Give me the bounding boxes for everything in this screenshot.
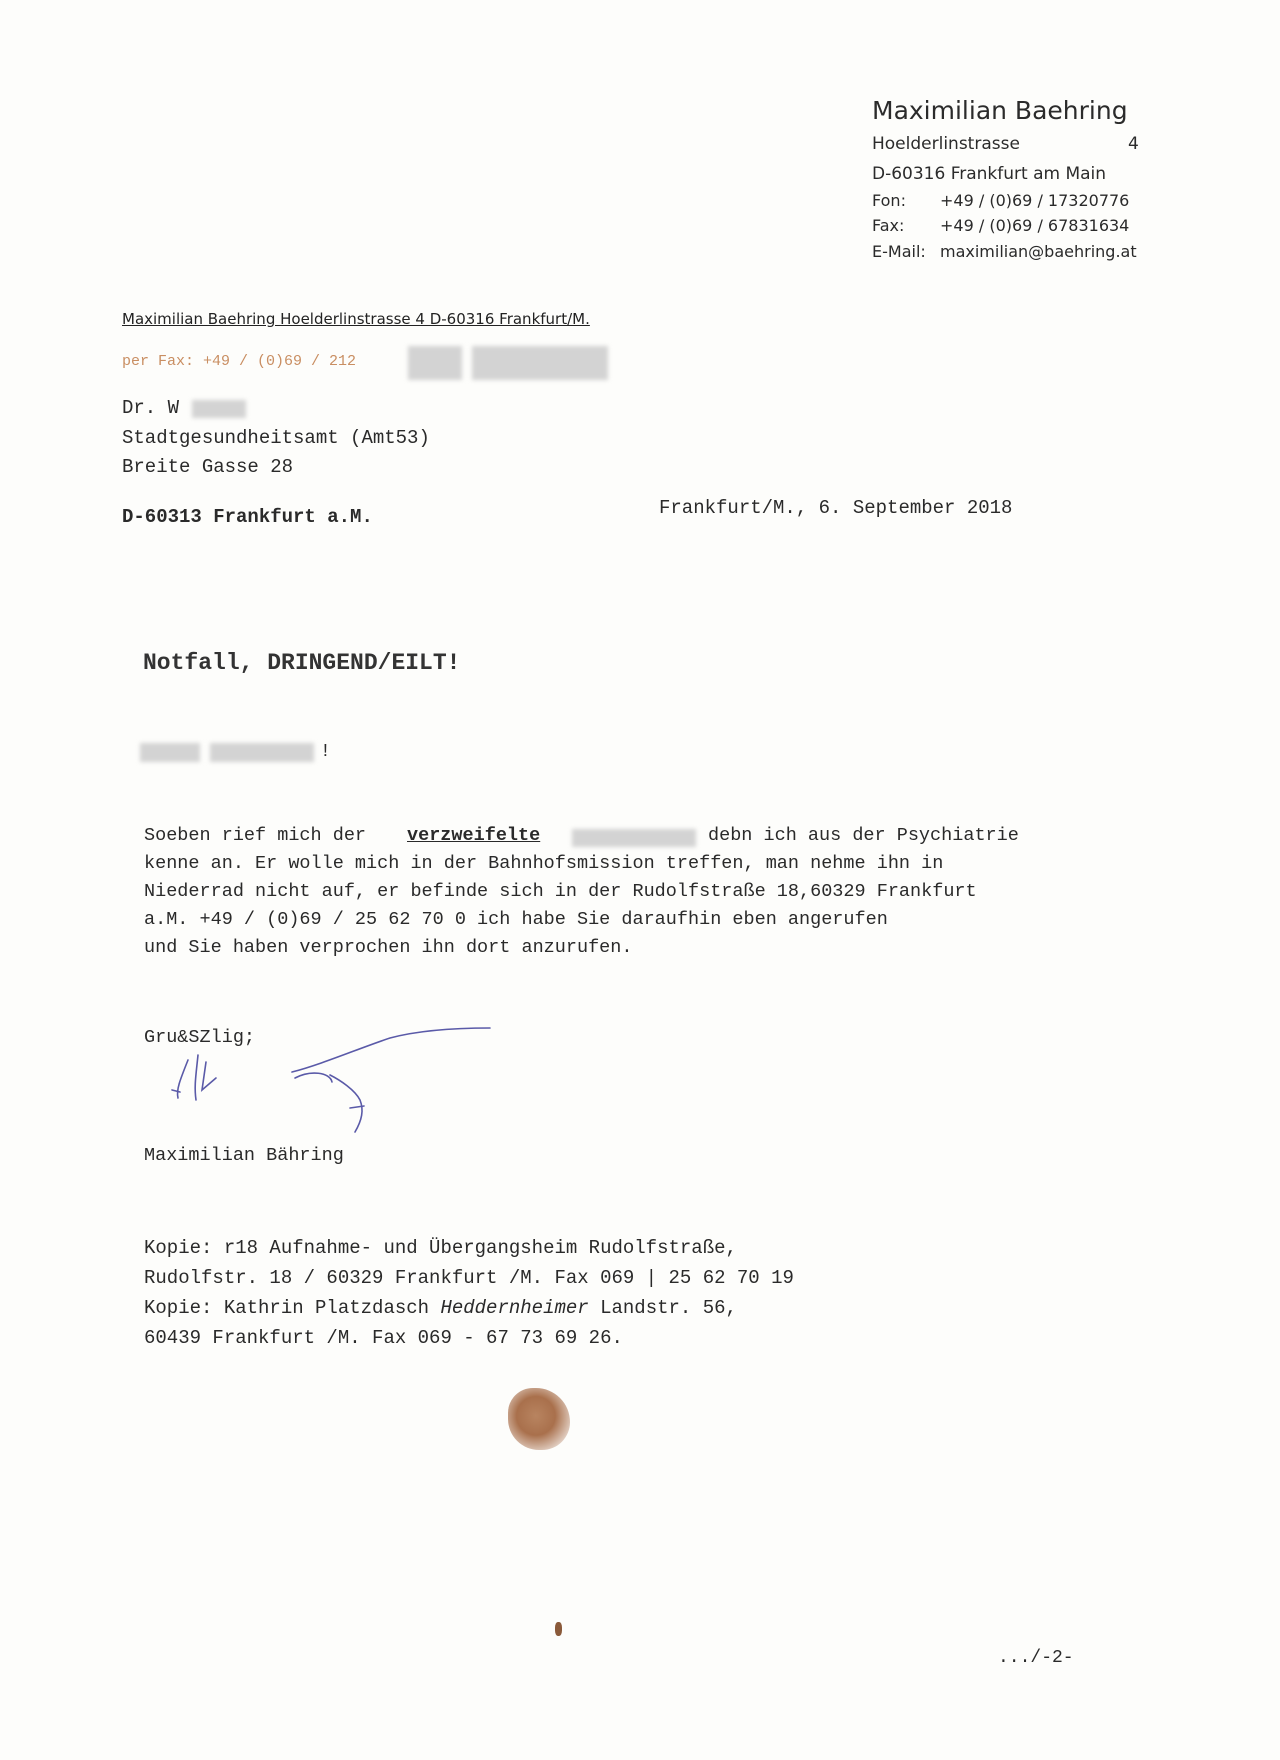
letterhead-phone-label: Fon:	[872, 191, 906, 210]
copy-line-4: 60439 Frankfurt /M. Fax 069 - 67 73 69 26.	[144, 1327, 623, 1349]
body-line-1-start: Soeben rief mich der	[144, 825, 367, 846]
fax-number-line: per Fax: +49 / (0)69 / 212	[122, 353, 357, 370]
copy-line-3-start: Kopie: Kathrin Platzdasch	[144, 1297, 430, 1319]
letterhead-name: Maximilian Baehring	[872, 96, 1128, 125]
body-line-1-end: debn ich aus der Psychiatrie	[708, 825, 1019, 846]
body-line-4: a.M. +49 / (0)69 / 25 62 70 0 ich habe Sie daraufhin eben angerufen	[144, 909, 888, 930]
letterhead-phone: +49 / (0)69 / 17320776	[940, 191, 1130, 210]
redacted-block	[572, 829, 696, 847]
redacted-block	[192, 400, 246, 418]
letterhead-fax-label: Fax:	[872, 216, 905, 235]
redacted-block	[140, 743, 200, 762]
closing: Gru&SZlig;	[144, 1027, 256, 1048]
body-line-5: und Sie haben verprochen ihn dort anzurufen.	[144, 937, 633, 958]
body-line-2: kenne an. Er wolle mich in der Bahnhofsmission treffen, man nehme ihn in	[144, 853, 944, 874]
letterhead-city: D-60316 Frankfurt am Main	[872, 164, 1107, 184]
body-emphasis: verzweifelte	[407, 825, 541, 846]
letterhead-street: Hoelderlinstrasse	[872, 134, 1020, 154]
copy-line-2: Rudolfstr. 18 / 60329 Frankfurt /M. Fax 069 | 25 62 70 19	[144, 1267, 794, 1289]
copy-line-3-end: Landstr. 56,	[600, 1297, 737, 1319]
letterhead-email: maximilian@baehring.at	[940, 242, 1137, 261]
recipient-organization: Stadtgesundheitsamt (Amt53)	[122, 427, 430, 449]
page-continuation-marker: .../-2-	[998, 1648, 1074, 1668]
recipient-city: D-60313 Frankfurt a.M.	[122, 506, 373, 528]
sender-return-address: Maximilian Baehring Hoelderlinstrasse 4 D-60316 Frankfurt/M.	[122, 310, 590, 328]
coffee-stain	[508, 1388, 570, 1450]
letterhead-fax: +49 / (0)69 / 67831634	[940, 216, 1130, 235]
handwritten-signature	[150, 1020, 510, 1150]
signer-name: Maximilian Bähring	[144, 1145, 344, 1166]
copy-line-3-italic: Heddernheimer	[440, 1297, 589, 1319]
redacted-block	[408, 346, 462, 380]
recipient-street: Breite Gasse 28	[122, 456, 294, 478]
redacted-block	[472, 346, 608, 380]
letterhead-house-number: 4	[1128, 134, 1139, 154]
redacted-block	[210, 743, 314, 762]
paper-speck	[555, 1622, 562, 1636]
copy-line-1: Kopie: r18 Aufnahme- und Übergangsheim Rudolfstraße,	[144, 1237, 737, 1259]
salutation-punctuation: !	[320, 742, 331, 762]
copy-line-3	[144, 1297, 737, 1319]
letterhead-email-label: E-Mail:	[872, 242, 926, 261]
letter-date: Frankfurt/M., 6. September 2018	[659, 497, 1013, 519]
recipient-name: Dr. W	[122, 397, 180, 419]
body-line-3: Niederrad nicht auf, er befinde sich in der Rudolfstraße 18,60329 Frankfurt	[144, 881, 977, 902]
subject-line: Notfall, DRINGEND/EILT!	[143, 650, 461, 676]
